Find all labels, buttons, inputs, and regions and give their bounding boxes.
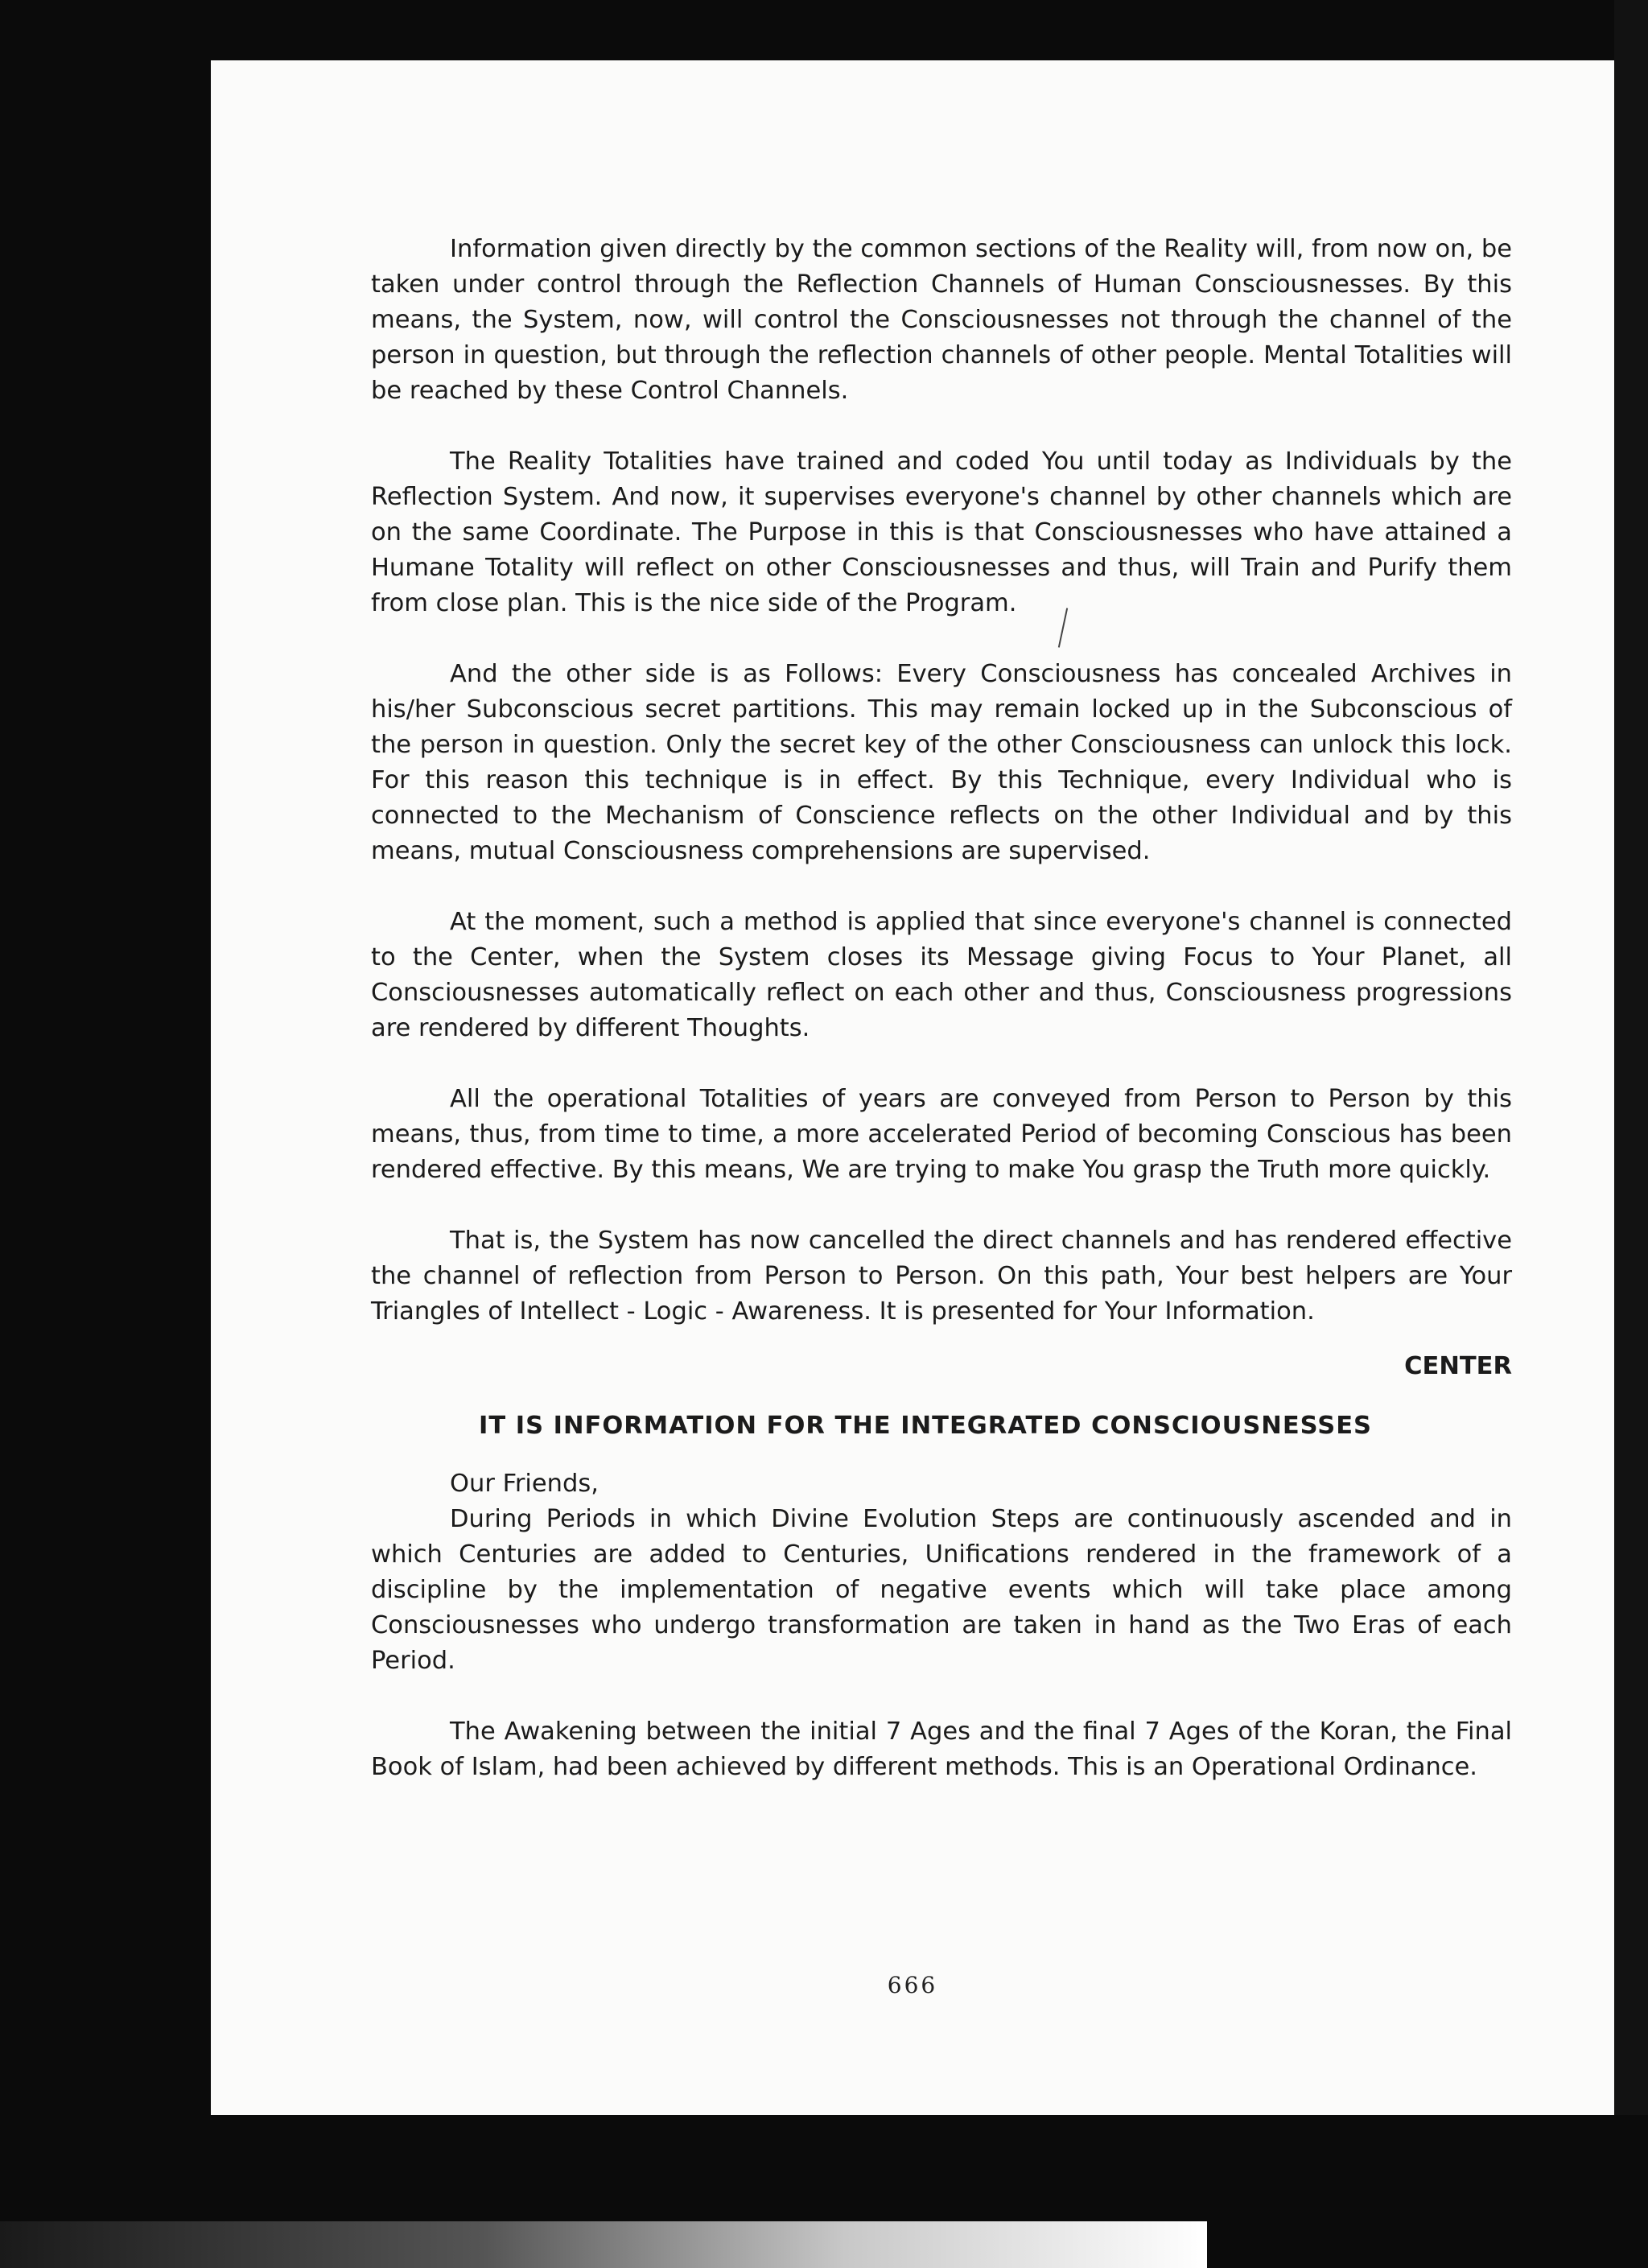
- page-text-column: [371, 232, 1512, 1821]
- page-number: 666: [887, 1972, 938, 1998]
- body-paragraph: That is, the System has now cancelled the direct channels and has rendered effective the channel of reflection from Person to Person. On this path, Your best helpers are Your Triangles of Intellect - Logic - Awareness. It is presented for Your Information.: [371, 1227, 1512, 1326]
- body-paragraph: Information given directly by the common sections of the Reality will, from now on, be taken under control through the Reflection Channels of Human Consciousnesses. By this means, the System, now, will control the Consciousnesses not through the channel of the person in question, but through the reflection channels of other people. Mental Totalities will be reached by these Control Channels.: [371, 235, 1512, 405]
- body-paragraph: The Reality Totalities have trained and coded You until today as Individuals by the Reflection System. And now, it supervises everyone's channel by other channels which are on the same Coordinate. The Purpose in this is that Consciousnesses who have attained a Humane Totality will reflect on other Consciousnesses and thus, will Train and Purify them from close plan. This is the nice side of the Program.: [371, 447, 1512, 617]
- message-signature: CENTER: [1404, 1352, 1512, 1380]
- body-paragraph: During Periods in which Divine Evolution Steps are continuously ascended and in which Centuries are added to Centuries, Unifications rendered in the framework of a discipline by the implementation of negative events which will take place among Consciousnesses who undergo transformation are taken in hand as the Two Eras of each Period.: [371, 1505, 1512, 1675]
- scan-border-left: [0, 0, 211, 2268]
- body-paragraph: And the other side is as Follows: Every Consciousness has concealed Archives in his/her Subconscious secret partitions. This may remain locked up in the Subconscious of the person in question. Only the secret key of the other Consciousness can unlock this lock. For this reason this technique is in effect. By this Technique, every Individual who is connected to the Mechanism of Conscience reflects on the other Individual and by this means, mutual Consciousness comprehensions are supervised.: [371, 660, 1512, 865]
- book-page: [211, 60, 1614, 2115]
- scan-border-top: [0, 0, 1648, 60]
- salutation: Our Friends,: [450, 1470, 599, 1498]
- scan-edge-fade: [0, 2221, 1207, 2268]
- section-heading: IT IS INFORMATION FOR THE INTEGRATED CONSCIOUSNESSES: [478, 1412, 1373, 1440]
- body-paragraph: At the moment, such a method is applied that since everyone's channel is connected to the Center, when the System closes its Message giving Focus to Your Planet, all Consciousnesses automatically reflect on each other and thus, Consciousness progressions are rendered by different Thoughts.: [371, 908, 1512, 1042]
- body-paragraph: All the operational Totalities of years are conveyed from Person to Person by this means, thus, from time to time, a more accelerated Period of becoming Conscious has been rendered effective. By this means, We are trying to make You grasp the Truth more quickly.: [371, 1085, 1512, 1184]
- body-paragraph: The Awakening between the initial 7 Ages and the final 7 Ages of the Koran, the Final Book of Islam, had been achieved by different methods. This is an Operational Ordinance.: [371, 1717, 1512, 1781]
- scan-border-right: [1614, 0, 1648, 2268]
